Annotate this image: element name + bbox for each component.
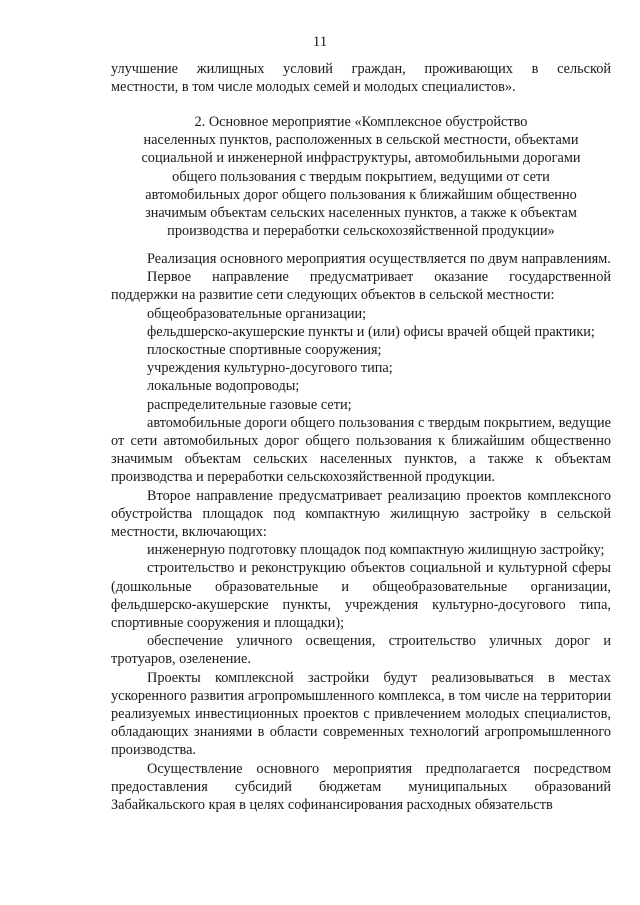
list-item-water: локальные водопроводы; bbox=[147, 378, 300, 395]
list-item-gas: распределительные газовые сети; bbox=[147, 396, 352, 413]
intro-line-2: местности, в том числе молодых семей и молодых специалистов». bbox=[111, 79, 516, 96]
list-item-culture: учреждения культурно-досугового типа; bbox=[147, 360, 393, 377]
list-item-lighting: обеспечение уличного освещения, строительство уличных дорог и тротуаров, озеленение. bbox=[111, 633, 611, 668]
list-item-sports: плоскостные спортивные сооружения; bbox=[147, 342, 382, 359]
list-item-construction: строительство и реконструкцию объектов социальной и культурной сферы (дошкольные образовательные и общеобразовательные организации, фельдшерско-акушерские пункты, учреждения культурно-досугового типа, спортивные сооружения и площадки); bbox=[111, 560, 611, 632]
intro-paragraph bbox=[111, 60, 611, 96]
page-number: 11 bbox=[312, 34, 328, 50]
list-item-engineering: инженерную подготовку площадок под компактную жилищную застройку; bbox=[147, 542, 605, 559]
paragraph-subsidies: Осуществление основного мероприятия предполагается посредством предоставления субсидий бюджетам муниципальных образований Забайкальского края в целях софинансирования расходных обязательств bbox=[111, 760, 611, 814]
paragraph-realization: Реализация основного мероприятия осуществляется по двум направлениям. bbox=[147, 251, 611, 267]
heading-line-5: автомобильных дорог общего пользования к ближайшим общественно bbox=[145, 186, 577, 203]
heading-line-7: производства и переработки сельскохозяйственной продукции» bbox=[167, 223, 555, 240]
main-body bbox=[111, 250, 611, 814]
list-item-feldsher: фельдшерско-акушерские пункты и (или) офисы врачей общей практики; bbox=[147, 323, 595, 340]
paragraph-second-direction: Второе направление предусматривает реализацию проектов комплексного обустройства площадок под компактную жилищную застройку в сельской местности, включающих: bbox=[111, 487, 611, 541]
heading-line-4: общего пользования с твердым покрытием, ведущими от сети bbox=[172, 168, 550, 185]
heading-line-3: социальной и инженерной инфраструктуры, автомобильными дорогами bbox=[141, 150, 581, 167]
heading-line-6: значимым объектам сельских населенных пунктов, а также к объектам bbox=[145, 205, 577, 222]
list-item-roads: автомобильные дороги общего пользования с твердым покрытием, ведущие от сети автомобильных дорог общего пользования к ближайшим общественно значимым объектам сельских населенных пунктов, а также к объектам производства и переработки сельскохозяйственной продукции. bbox=[111, 414, 611, 486]
heading-line-2: населенных пунктов, расположенных в сельской местности, объектами bbox=[143, 132, 579, 149]
heading-line-1: 2. Основное мероприятие «Комплексное обустройство bbox=[194, 114, 528, 130]
paragraph-first-direction: Первое направление предусматривает оказание государственной поддержки на развитие сети следующих объектов в сельской местности: bbox=[111, 269, 611, 304]
list-item-schools: общеобразовательные организации; bbox=[147, 305, 367, 322]
intro-line-1: улучшение жилищных условий граждан, проживающих в сельской bbox=[111, 61, 611, 77]
section-heading bbox=[111, 113, 611, 240]
paragraph-projects: Проекты комплексной застройки будут реализовываться в местах ускоренного развития агропромышленного комплекса, в том числе на территории реализуемых инвестиционных проектов с привлечением молодых специалистов, обладающих знаниями в области современных технологий агропромышленного производства. bbox=[111, 669, 611, 759]
